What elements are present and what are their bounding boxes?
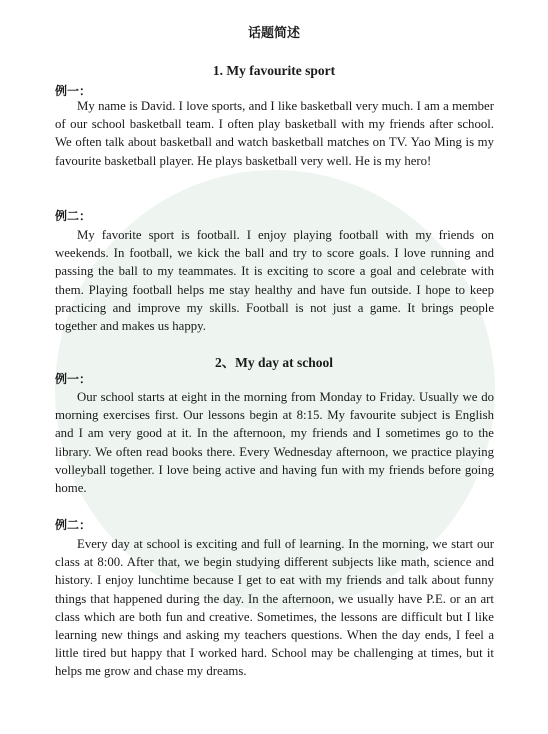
example-label-3: 例一： bbox=[55, 372, 92, 386]
paragraph-school-example-2: Every day at school is exciting and full of learning. In the morning, we start our class at 8:00. After that, we begin studying different subjects like math, science and history. I enjoy lunchtime because I get to eat with my friends and talk about funny things that happened during the day. In the afternoon, we usually have P.E. or an art class which are both fun and creative. Sometimes, the lessons are difficult but I like learning new things and asking my teachers questions. When the day ends, I feel a little tired but happy that I worked hard. School may be challenging at times, but it helps me grow and chase my dreams. bbox=[55, 537, 494, 679]
example-label-1: 例一： bbox=[55, 84, 92, 98]
example-label-4: 例二： bbox=[55, 518, 92, 532]
page-title: 话题简述 bbox=[247, 26, 300, 41]
example-label-2: 例二： bbox=[55, 209, 92, 223]
section-heading-day-at-school: 2、My day at school bbox=[214, 355, 334, 370]
paragraph-school-example-1: Our school starts at eight in the morning from Monday to Friday. Usually we do morning exercises first. Our lessons begin at 8:15. My favourite subject is English and I am very good at it. In the afternoon, my friends and I sometimes go to the library. We often read books there. Every Wednesday afternoon, we practice playing volleyball together. I love being active and having fun with my friends before going home. bbox=[55, 390, 494, 496]
paragraph-sport-example-1: My name is David. I love sports, and I like basketball very much. I am a member of our school basketball team. I often play basketball with my friends after school. We often talk about basketball and watch basketball matches on TV. Yao Ming is my favourite basketball player. He plays basketball very well. He is my hero! bbox=[55, 99, 494, 168]
paragraph-sport-example-2: My favorite sport is football. I enjoy playing football with my friends on weekends. In football, we kick the ball and try to score goals. I love running and passing the ball to my teammates. It is exciting to score a goal and celebrate with them. Playing football helps me stay healthy and have fun outside. I hope to keep practicing and improve my skills. Football is not just a game. It brings people together and makes us happy. bbox=[55, 228, 494, 334]
section-heading-favourite-sport: 1. My favourite sport bbox=[212, 63, 336, 78]
